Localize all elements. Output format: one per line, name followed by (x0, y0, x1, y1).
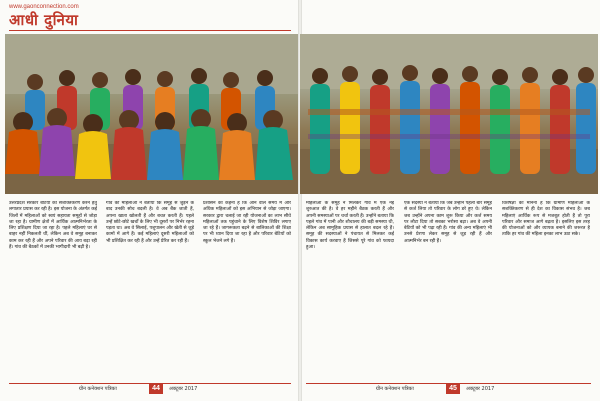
title-divider (9, 30, 291, 31)
article-column (404, 201, 492, 381)
article-columns-left (9, 201, 291, 381)
column-text: विशेषज्ञों का मानना है कि ग्रामीण महिलाओं के सशक्तिकरण से ही देश का विकास संभव है। जब महिलाएं आर्थिक रूप से मजबूत होती हैं तो पूरा परिवार और समाज आगे बढ़ता है। इसलिए इस तरह की योजनाओं को और व्यापक बनाने की जरूरत है ताकि हर गांव की महिला इनका लाभ उठा सके। (502, 201, 590, 238)
article-column (106, 201, 194, 381)
column-text: एक सदस्या ने बताया कि जब उन्होंने पहली बार समूह से कर्ज लिया तो परिवार के लोग डरे हुए थे। लेकिन जब उन्होंने अपना काम शुरू किया और कर्ज समय पर लौटा दिया तो सबका भरोसा बढ़ा। अब वे अपनी बेटियों को भी पढ़ा रही हैं। गांव की अन्य महिलाएं भी उनसे प्रेरणा लेकर समूह से जुड़ रही हैं और आत्मनिर्भर बन रही हैं। (404, 201, 492, 244)
column-text: महिलाओं के समूह ने मिलकर गांव में एक नई शुरुआत की है। वे हर महीने बैठक करती हैं और अपनी समस्याओं पर चर्चा करती हैं। उन्होंने बताया कि पहले गांव में पानी और शौचालय की बड़ी समस्या थी, लेकिन अब सामूहिक प्रयास से हालात बदल रहे हैं। समूह की सदस्याओं ने पंचायत से मिलकर कई विकास कार्य करवाए हैं जिससे पूरे गांव को फायदा हुआ। (306, 201, 394, 250)
group-photo-right (300, 34, 598, 194)
page-number: 44 (149, 384, 163, 394)
section-title: आधी दुनिया (9, 11, 79, 29)
article-column (9, 201, 97, 381)
article-column (203, 201, 291, 381)
article-column (306, 201, 394, 381)
article-column (502, 201, 590, 381)
column-text: गांव की महिलाओं ने बताया कि समूह से जुड़ने के बाद उनकी सोच बदली है। वे अब बैंक जाती हैं, अपना खाता खोलती हैं और बचत करती हैं। पहले उन्हें छोटे-छोटे खर्चों के लिए भी दूसरों पर निर्भर रहना पड़ता था। अब वे सिलाई, पशुपालन और खेती से जुड़े कामों में आगे हैं। कई महिलाएं दूसरी महिलाओं को भी प्रशिक्षित कर रही हैं और उन्हें प्रेरित कर रही हैं। (106, 201, 194, 244)
column-text: उत्तरप्रदेश सरकार बेटियों का सशक्तिकरण करने हेतु लगातार प्रयास कर रही है। इस योजना के अंतर्गत कई जिलों में महिलाओं को स्वयं सहायता समूहों से जोड़ा जा रहा है। ग्रामीण क्षेत्रों में आर्थिक आत्मनिर्भरता के लिए प्रशिक्षण दिया जा रहा है। पहले महिलाएं घर से बाहर नहीं निकलती थीं, लेकिन अब वे समूह बनाकर काम कर रही हैं और अपने परिवार की आय बढ़ा रही हैं। गांव की बैठकों में उनकी भागीदारी भी बढ़ी है। (9, 201, 97, 250)
right-page (300, 0, 600, 401)
page-footer-left (9, 383, 291, 395)
photo-women-group-left (5, 34, 298, 194)
column-text: प्रशासन का कहना है कि आने वाले समय में और अधिक महिलाओं को इस अभियान से जोड़ा जाएगा। सरकार द्वारा चलाई जा रही योजनाओं का लाभ सीधे महिलाओं तक पहुंचाने के लिए विशेष शिविर लगाए जा रहे हैं। जागरूकता बढ़ने से बालिकाओं की शिक्षा पर भी ध्यान दिया जा रहा है और परिवार बेटियों को स्कूल भेजने लगे हैं। (203, 201, 291, 244)
photo-women-group-right (300, 34, 598, 194)
footer-date: अक्टूबर 2017 (466, 386, 495, 392)
group-photo-left (5, 34, 298, 194)
footer-date: अक्टूबर 2017 (169, 386, 198, 392)
article-columns-right (306, 201, 591, 381)
page-number: 45 (446, 384, 460, 394)
site-url[interactable]: www.gaonconnection.com (9, 4, 79, 10)
footer-publication: ग्रीन कनेक्शन पत्रिका (79, 386, 117, 392)
page-footer-right (306, 383, 591, 395)
footer-publication: ग्रीन कनेक्शन पत्रिका (376, 386, 414, 392)
